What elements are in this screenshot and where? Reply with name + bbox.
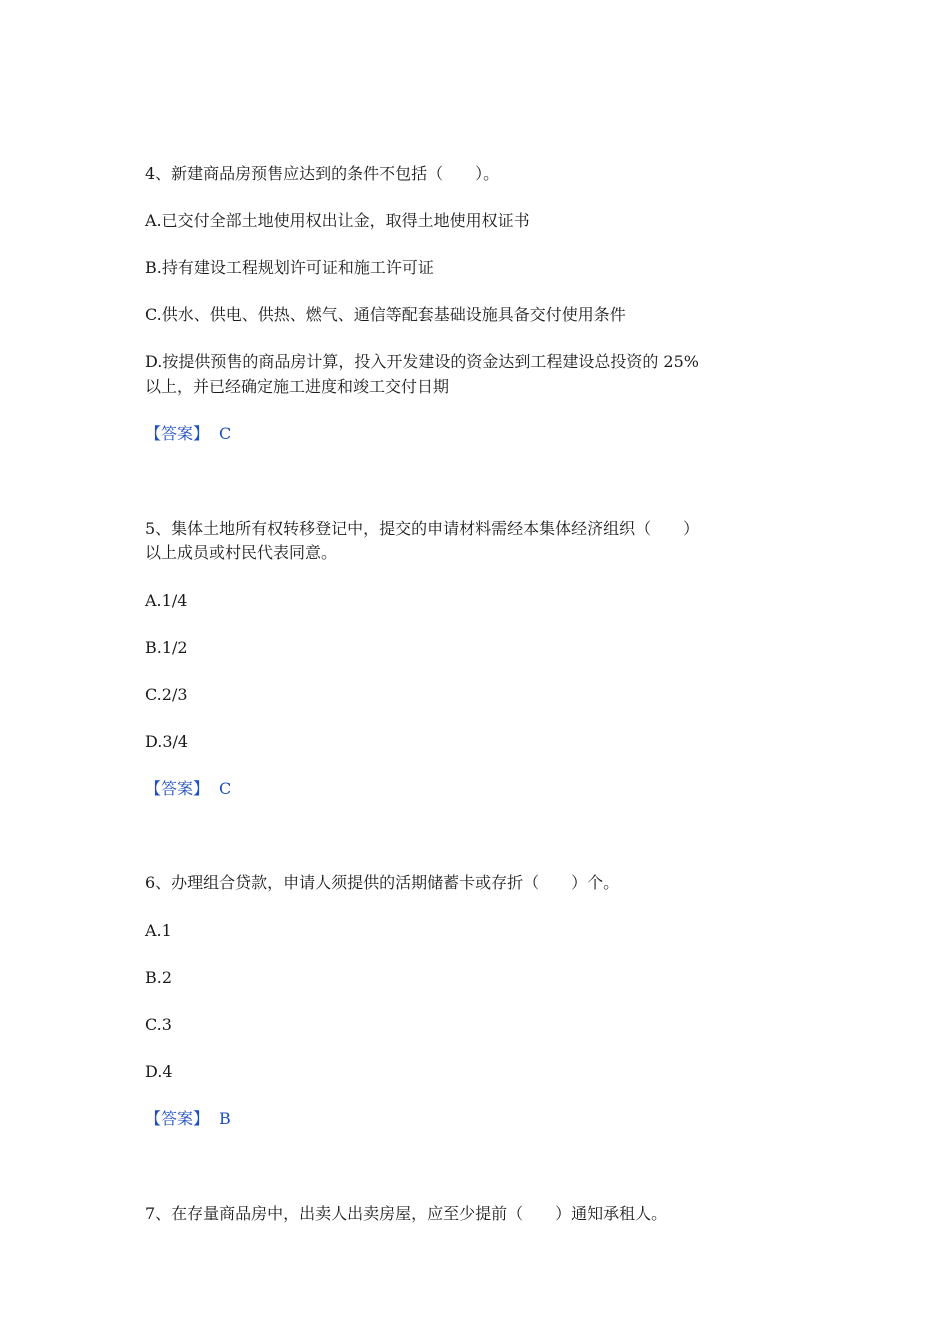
answer-label: 【答案】 [145, 779, 210, 798]
question-4-option-c: C.供水、供电、供热、燃气、通信等配套基础设施具备交付使用条件 [145, 305, 626, 324]
question-4-option-b: B.持有建设工程规划许可证和施工许可证 [145, 258, 434, 277]
question-5-option-a: A.1/4 [145, 591, 188, 610]
question-4-option-d-line-2: 以上，并已经确定施工进度和竣工交付日期 [145, 377, 450, 396]
question-5-option-c: C.2/3 [145, 685, 188, 704]
question-6-option-c: C.3 [145, 1015, 172, 1034]
answer-label: 【答案】 [145, 424, 210, 443]
question-4-option-d-line-1: D.按提供预售的商品房计算，投入开发建设的资金达到工程建设总投资的 25% [145, 352, 699, 371]
question-4-option-a: A.已交付全部土地使用权出让金，取得土地使用权证书 [145, 211, 530, 230]
question-5-option-d: D.3/4 [145, 732, 189, 751]
answer-value: B [219, 1109, 231, 1128]
question-5-option-b: B.1/2 [145, 638, 188, 657]
question-6-option-a: A.1 [145, 921, 172, 940]
question-6-option-d: D.4 [145, 1062, 173, 1081]
answer-value: C [219, 779, 232, 798]
answer-value: C [219, 424, 232, 443]
question-6-option-b: B.2 [145, 968, 173, 987]
answer-label: 【答案】 [145, 1109, 210, 1128]
question-5-stem-line-2: 以上成员或村民代表同意。 [145, 543, 338, 562]
question-7-stem: 7、在存量商品房中，出卖人出卖房屋，应至少提前（ ）通知承租人。 [145, 1204, 668, 1223]
question-5-answer [145, 777, 231, 801]
question-4-stem: 4、新建商品房预售应达到的条件不包括（ ）。 [145, 164, 500, 183]
question-4-answer [145, 422, 231, 446]
question-5-stem-line-1: 5、集体土地所有权转移登记中，提交的申请材料需经本集体经济组织（ ） [145, 519, 700, 538]
question-6-stem: 6、办理组合贷款，申请人须提供的活期储蓄卡或存折（ ）个。 [145, 873, 620, 892]
question-6-answer [145, 1107, 231, 1131]
